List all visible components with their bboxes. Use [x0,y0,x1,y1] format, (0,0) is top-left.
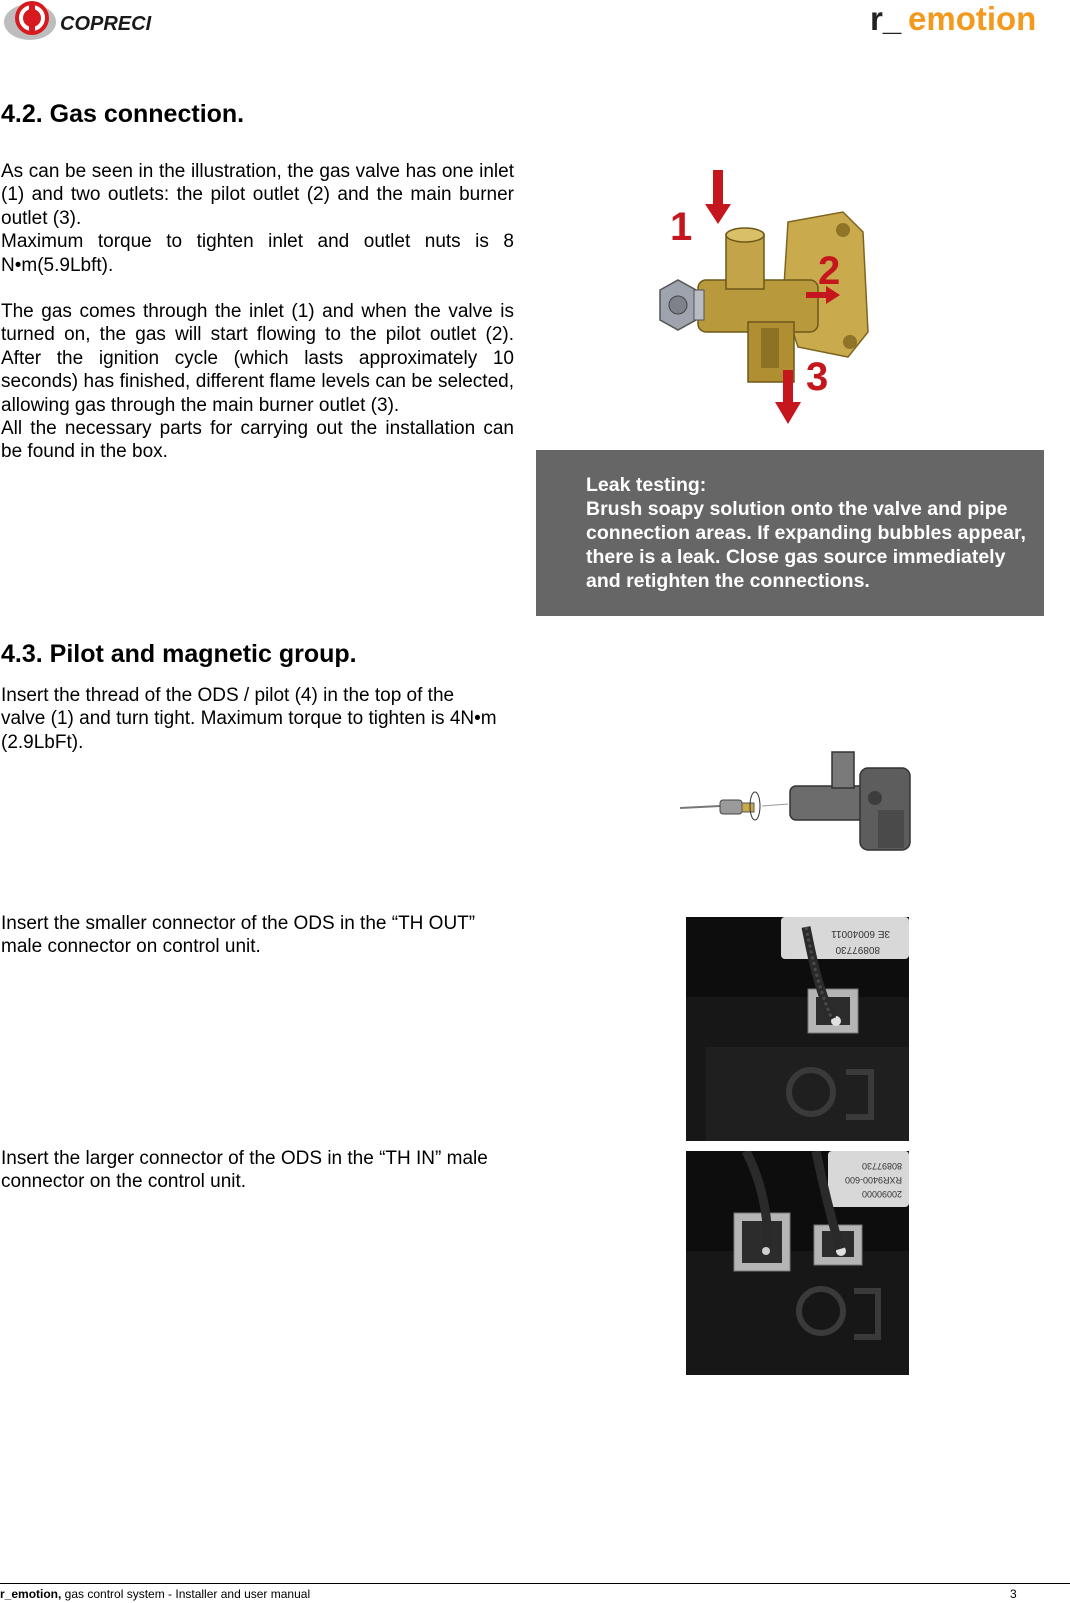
gas-connection-paragraph-3: The gas comes through the inlet (1) and when the valve is turned on, the gas will start flowing to the pilot outlet (2). After the ignition cycle (which lasts approximately 10 seconds) has finished, different flame levels can be selected, allowing gas through the main burner outlet (3). [1,301,514,416]
gas-connection-paragraph-2: Maximum torque to tighten inlet and outlet nuts is 8 N•m(5.9Lbft). [1,231,514,276]
pilot-step-2-text: Insert the smaller connector of the ODS in the “TH OUT” male connector on control unit. [1,913,476,958]
footer-description: gas control system - Installer and user manual [61,1587,311,1601]
copreci-logo-text: COPRECI [60,13,152,35]
photo2-label-line-2: RXR9400-600 [844,1175,902,1185]
pilot-step-3-text: Insert the larger connector of the ODS in the “TH IN” male connector on the control unit. [1,1148,488,1193]
pilot-ods-illustration [680,748,912,854]
photo1-label-line-1: 3E 60040011 [831,928,890,939]
section-title-gas-connection: 4.2. Gas connection. [1,100,245,128]
pilot-outlet-label-2: 2 [818,249,841,293]
copreci-logo [2,0,152,42]
gas-connection-paragraph-1: As can be seen in the illustration, the gas valve has one inlet (1) and two outlets: the pilot outlet (2) and the main burner outlet (3). [1,161,514,229]
leak-testing-title: Leak testing: [586,474,707,496]
photo1-label-line-2: 80897730 [835,944,880,955]
photo2-label-line-3: 20090000 [861,1189,902,1199]
leak-testing-body: Brush soapy solution onto the valve and pipe connection areas. If expanding bubbles appear, there is a leak. Close gas source immediately and retighten the connections. [586,498,1026,592]
footer-caption [0,1587,310,1601]
inlet-label-1: 1 [670,205,693,249]
r-emotion-logo-suffix: emotion [908,0,1037,37]
footer-rule [0,1583,1070,1584]
page-number: 3 [1010,1587,1017,1601]
gas-connection-text [1,160,514,464]
gas-valve-illustration [638,152,893,434]
th-out-connector-photo [686,917,909,1141]
th-in-connector-photo [686,1151,909,1375]
photo2-label-line-1: 80897730 [861,1161,902,1171]
gas-connection-paragraph-4: All the necessary parts for carrying out the installation can be found in the box. [1,418,514,463]
section-title-pilot-magnetic-group: 4.3. Pilot and magnetic group. [1,640,357,668]
r-emotion-logo-prefix: r_ [870,0,902,37]
r-emotion-logo [862,0,1052,42]
footer-brand: r_emotion, [0,1587,62,1601]
pilot-step-1-text: Insert the thread of the ODS / pilot (4) in the top of the valve (1) and turn tight. Maximum torque to tighten is 4N•m (2.9LbFt). [1,685,497,753]
main-outlet-label-3: 3 [806,355,829,399]
leak-testing-note [536,450,1044,616]
